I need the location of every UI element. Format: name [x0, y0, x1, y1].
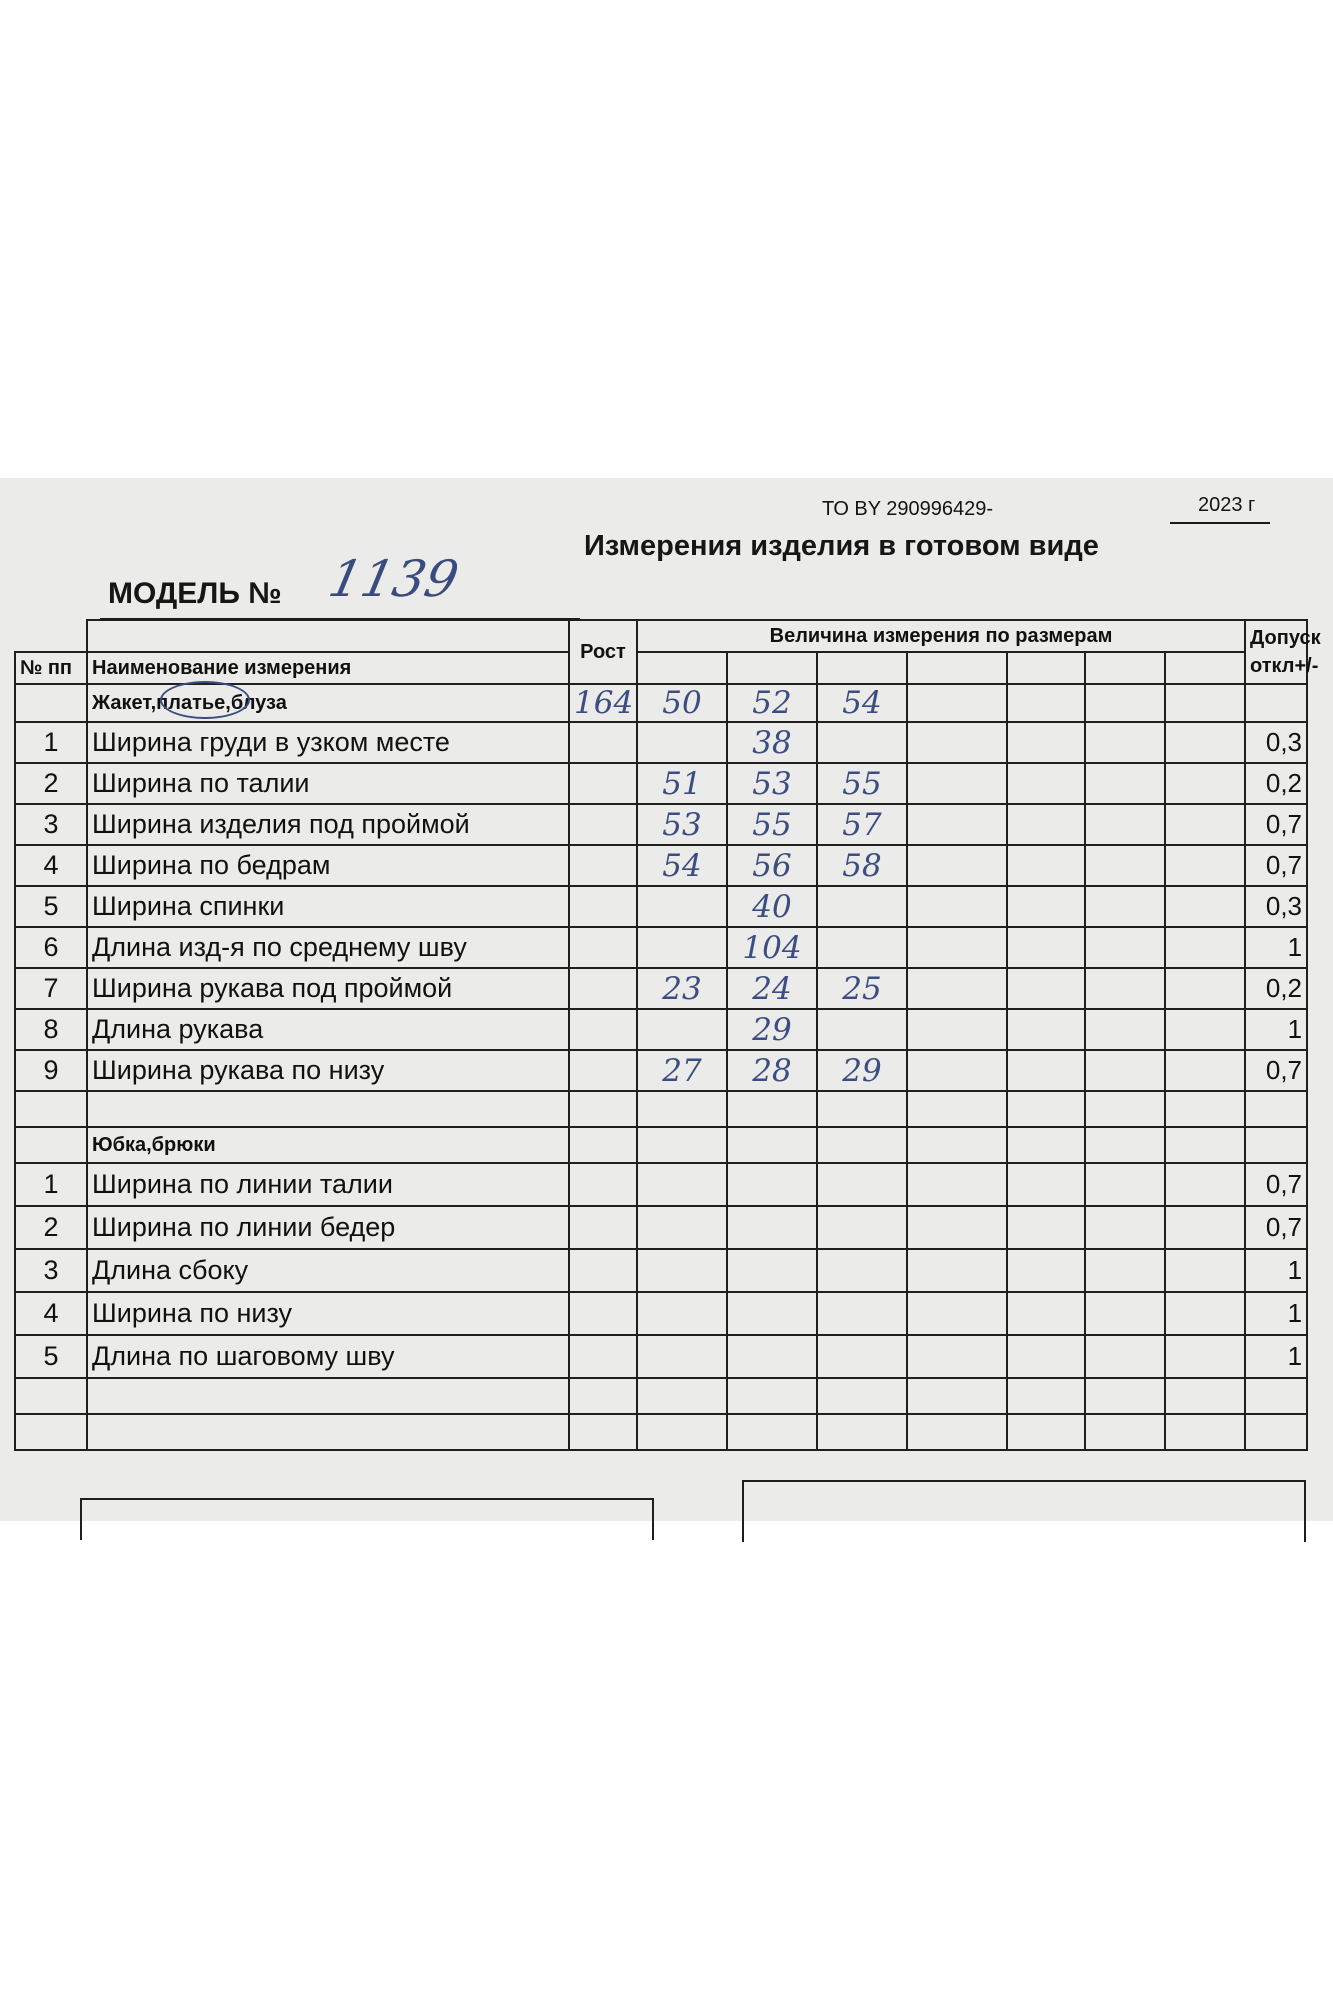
size-measurement-value: 54	[637, 845, 727, 886]
measurement-name: Длина по шаговому шву	[87, 1335, 569, 1378]
empty-cell	[727, 1163, 817, 1206]
height-cell	[569, 763, 637, 804]
empty-cell	[907, 1206, 1007, 1249]
empty-cell	[907, 1249, 1007, 1292]
empty-cell	[1085, 1206, 1165, 1249]
tolerance-value: 0,7	[1245, 845, 1307, 886]
table-row	[15, 886, 1307, 927]
column-header-name: Наименование измерения	[87, 652, 569, 684]
height-cell	[569, 968, 637, 1009]
table-row	[15, 845, 1307, 886]
size-value: 50	[637, 684, 727, 722]
empty-cell	[1165, 1163, 1245, 1206]
size-col-header	[817, 652, 907, 684]
table-row	[15, 968, 1307, 1009]
group-label-skirt: Юбка,брюки	[87, 1127, 569, 1163]
empty-cell	[569, 1249, 637, 1292]
empty-cell	[569, 1335, 637, 1378]
size-measurement-value: 27	[637, 1050, 727, 1091]
empty-cell	[1165, 1009, 1245, 1050]
table-row	[15, 1163, 1307, 1206]
standard-code: ТО BY 290996429-	[822, 498, 994, 520]
empty-cell	[907, 1163, 1007, 1206]
empty-cell	[569, 1163, 637, 1206]
empty-cell	[907, 804, 1007, 845]
measurement-name: Ширина по бедрам	[87, 845, 569, 886]
size-measurement-value: 40	[727, 886, 817, 927]
tolerance-value: 0,3	[1245, 886, 1307, 927]
size-measurement-value	[817, 927, 907, 968]
measurement-name: Ширина спинки	[87, 886, 569, 927]
empty-cell	[1007, 886, 1085, 927]
size-col-header	[1165, 652, 1245, 684]
size-measurement-value	[817, 722, 907, 763]
size-measurement-value: 25	[817, 968, 907, 1009]
empty-cell	[637, 1206, 727, 1249]
size-measurement-value: 58	[817, 845, 907, 886]
empty-cell	[1007, 804, 1085, 845]
size-measurement-value: 104	[727, 927, 817, 968]
tolerance-value: 0,2	[1245, 968, 1307, 1009]
empty-cell	[907, 1009, 1007, 1050]
table-row	[15, 1292, 1307, 1335]
size-measurement-value: 57	[817, 804, 907, 845]
empty-cell	[907, 763, 1007, 804]
empty-cell	[1007, 1335, 1085, 1378]
table-row	[15, 722, 1307, 763]
empty-cell	[1007, 968, 1085, 1009]
height-cell	[569, 804, 637, 845]
row-number: 5	[15, 1335, 87, 1378]
height-cell	[569, 927, 637, 968]
height-cell	[569, 886, 637, 927]
handwritten-circle-mark	[160, 681, 250, 719]
tolerance-value: 1	[1245, 1292, 1307, 1335]
size-measurement-value	[817, 1009, 907, 1050]
empty-cell	[727, 1206, 817, 1249]
measurement-name: Длина сбоку	[87, 1249, 569, 1292]
empty-cell	[1085, 968, 1165, 1009]
size-col-header	[907, 652, 1007, 684]
measurement-name: Ширина рукава по низу	[87, 1050, 569, 1091]
empty-cell	[907, 886, 1007, 927]
table-row	[15, 927, 1307, 968]
size-measurement-value: 51	[637, 763, 727, 804]
tolerance-value: 0,7	[1245, 1163, 1307, 1206]
empty-cell	[1165, 763, 1245, 804]
table-row	[15, 1206, 1307, 1249]
empty-cell	[1085, 886, 1165, 927]
table-row	[15, 804, 1307, 845]
empty-cell	[1007, 927, 1085, 968]
size-measurement-value: 28	[727, 1050, 817, 1091]
empty-cell	[1085, 1050, 1165, 1091]
group-label-jacket	[87, 684, 569, 722]
empty-cell	[1165, 1335, 1245, 1378]
empty-cell	[907, 927, 1007, 968]
tolerance-value: 0,7	[1245, 804, 1307, 845]
column-header-sizes: Величина измерения по размерам	[637, 620, 1245, 652]
measurement-name: Длина рукава	[87, 1009, 569, 1050]
empty-cell	[1007, 1292, 1085, 1335]
tolerance-value: 0,2	[1245, 763, 1307, 804]
empty-cell	[817, 1127, 907, 1163]
measurement-name: Длина изд-я по среднему шву	[87, 927, 569, 968]
year-underline	[1170, 522, 1270, 524]
measurement-name: Ширина по низу	[87, 1292, 569, 1335]
size-measurement-value	[637, 927, 727, 968]
size-measurement-value: 23	[637, 968, 727, 1009]
empty-cell	[907, 845, 1007, 886]
year-label: 2023 г	[1198, 494, 1256, 516]
empty-cell	[727, 1249, 817, 1292]
empty-cell	[907, 684, 1007, 722]
empty-cell	[1165, 804, 1245, 845]
empty-cell	[1085, 1009, 1165, 1050]
empty-cell	[1007, 845, 1085, 886]
tolerance-value: 0,7	[1245, 1050, 1307, 1091]
empty-cell	[569, 1127, 637, 1163]
empty-cell	[1245, 1127, 1307, 1163]
column-header-height: Рост	[569, 620, 637, 684]
empty-cell	[1085, 927, 1165, 968]
table-row	[15, 763, 1307, 804]
column-header-number: № пп	[15, 652, 87, 684]
size-measurement-value: 55	[727, 804, 817, 845]
row-number: 1	[15, 722, 87, 763]
empty-cell	[1007, 1206, 1085, 1249]
empty-cell	[1165, 886, 1245, 927]
measurement-name: Ширина по талии	[87, 763, 569, 804]
empty-cell	[1165, 1249, 1245, 1292]
size-measurement-value: 55	[817, 763, 907, 804]
column-header-tolerance	[1245, 620, 1321, 684]
size-measurement-value	[637, 722, 727, 763]
size-measurement-value	[817, 886, 907, 927]
table-row	[15, 1249, 1307, 1292]
empty-cell	[727, 1335, 817, 1378]
size-col-header	[637, 652, 727, 684]
size-measurement-value: 53	[637, 804, 727, 845]
empty-cell	[817, 1206, 907, 1249]
tolerance-value: 1	[1245, 1335, 1307, 1378]
empty-cell	[1085, 722, 1165, 763]
tolerance-value: 1	[1245, 927, 1307, 968]
tolerance-value: 1	[1245, 1009, 1307, 1050]
row-number: 3	[15, 1249, 87, 1292]
size-col-header	[1085, 652, 1165, 684]
empty-cell	[1007, 684, 1085, 722]
empty-cell	[1245, 684, 1307, 722]
size-measurement-value: 29	[727, 1009, 817, 1050]
row-number: 2	[15, 763, 87, 804]
empty-cell	[1085, 1335, 1165, 1378]
empty-cell	[817, 1292, 907, 1335]
size-value: 54	[817, 684, 907, 722]
measurement-table	[14, 619, 1321, 1451]
row-number: 3	[15, 804, 87, 845]
empty-cell	[907, 1050, 1007, 1091]
empty-cell	[1165, 1292, 1245, 1335]
size-value: 52	[727, 684, 817, 722]
empty-cell	[637, 1127, 727, 1163]
size-measurement-value: 38	[727, 722, 817, 763]
tolerance-header-line2: откл+/-	[1250, 655, 1319, 677]
group-label-suffix: ,блуза	[225, 691, 287, 714]
row-number: 4	[15, 845, 87, 886]
empty-cell	[817, 1163, 907, 1206]
empty-cell	[817, 1249, 907, 1292]
empty-cell	[1165, 722, 1245, 763]
model-label: МОДЕЛЬ №	[108, 577, 282, 610]
empty-cell	[907, 1127, 1007, 1163]
empty-cell	[637, 1335, 727, 1378]
size-measurement-value	[637, 1009, 727, 1050]
empty-cell	[1085, 804, 1165, 845]
row-number: 6	[15, 927, 87, 968]
empty-cell	[637, 1292, 727, 1335]
empty-cell	[1007, 763, 1085, 804]
height-cell	[569, 1050, 637, 1091]
model-number-handwritten: 1139	[323, 550, 464, 608]
size-col-header	[1007, 652, 1085, 684]
empty-cell	[907, 968, 1007, 1009]
row-number: 4	[15, 1292, 87, 1335]
empty-cell	[727, 1127, 817, 1163]
measurement-name: Ширина рукава под проймой	[87, 968, 569, 1009]
group-number-cell	[15, 1127, 87, 1163]
blank-row	[15, 1091, 1307, 1127]
empty-cell	[907, 1335, 1007, 1378]
empty-cell	[569, 1206, 637, 1249]
size-measurement-value: 53	[727, 763, 817, 804]
empty-cell	[1085, 1292, 1165, 1335]
row-number: 9	[15, 1050, 87, 1091]
height-value: 164	[569, 684, 637, 722]
empty-cell	[1085, 763, 1165, 804]
table-row	[15, 1050, 1307, 1091]
document-title: Измерения изделия в готовом виде	[584, 530, 1099, 562]
height-cell	[569, 845, 637, 886]
tolerance-value: 1	[1245, 1249, 1307, 1292]
empty-cell	[1165, 1206, 1245, 1249]
empty-cell	[1007, 1050, 1085, 1091]
tolerance-value: 0,7	[1245, 1206, 1307, 1249]
empty-cell	[1085, 1249, 1165, 1292]
group-number-cell	[15, 684, 87, 722]
empty-cell	[1165, 1127, 1245, 1163]
row-number: 5	[15, 886, 87, 927]
size-measurement-value	[637, 886, 727, 927]
height-cell	[569, 722, 637, 763]
row-number: 1	[15, 1163, 87, 1206]
empty-cell	[1165, 684, 1245, 722]
measurement-name: Ширина по линии талии	[87, 1163, 569, 1206]
empty-cell	[1085, 684, 1165, 722]
empty-cell	[1007, 1249, 1085, 1292]
empty-cell	[907, 722, 1007, 763]
empty-cell	[637, 1163, 727, 1206]
empty-cell	[1165, 927, 1245, 968]
table-row	[15, 1009, 1307, 1050]
empty-cell	[1085, 1163, 1165, 1206]
empty-cell	[1165, 1050, 1245, 1091]
blank-row	[15, 1378, 1307, 1414]
row-number: 8	[15, 1009, 87, 1050]
header-spacer	[15, 620, 87, 652]
empty-cell	[569, 1292, 637, 1335]
empty-cell	[1007, 722, 1085, 763]
tolerance-value: 0,3	[1245, 722, 1307, 763]
size-measurement-value: 24	[727, 968, 817, 1009]
size-measurement-value: 29	[817, 1050, 907, 1091]
empty-cell	[727, 1292, 817, 1335]
height-cell	[569, 1009, 637, 1050]
empty-cell	[817, 1335, 907, 1378]
measurement-name: Ширина груди в узком месте	[87, 722, 569, 763]
signature-box-left	[80, 1498, 654, 1540]
measurement-name: Ширина по линии бедер	[87, 1206, 569, 1249]
empty-cell	[1085, 845, 1165, 886]
header-spacer	[87, 620, 569, 652]
empty-cell	[1007, 1127, 1085, 1163]
group-label-prefix: Жакет,	[92, 691, 157, 714]
jacket-rows	[15, 722, 1307, 1091]
row-number: 7	[15, 968, 87, 1009]
group-label-circled: платье	[156, 691, 226, 714]
empty-cell	[1007, 1163, 1085, 1206]
skirt-rows	[15, 1163, 1307, 1378]
empty-cell	[1165, 845, 1245, 886]
signature-box-right	[742, 1480, 1306, 1542]
blank-row	[15, 1414, 1307, 1450]
row-number: 2	[15, 1206, 87, 1249]
tolerance-header-line1: Допуск	[1250, 627, 1321, 649]
empty-cell	[907, 1292, 1007, 1335]
measurement-name: Ширина изделия под проймой	[87, 804, 569, 845]
document-photo	[0, 478, 1333, 1521]
table-row	[15, 1335, 1307, 1378]
empty-cell	[637, 1249, 727, 1292]
size-measurement-value: 56	[727, 845, 817, 886]
empty-cell	[1007, 1009, 1085, 1050]
empty-cell	[1165, 968, 1245, 1009]
size-col-header	[727, 652, 817, 684]
empty-cell	[1085, 1127, 1165, 1163]
